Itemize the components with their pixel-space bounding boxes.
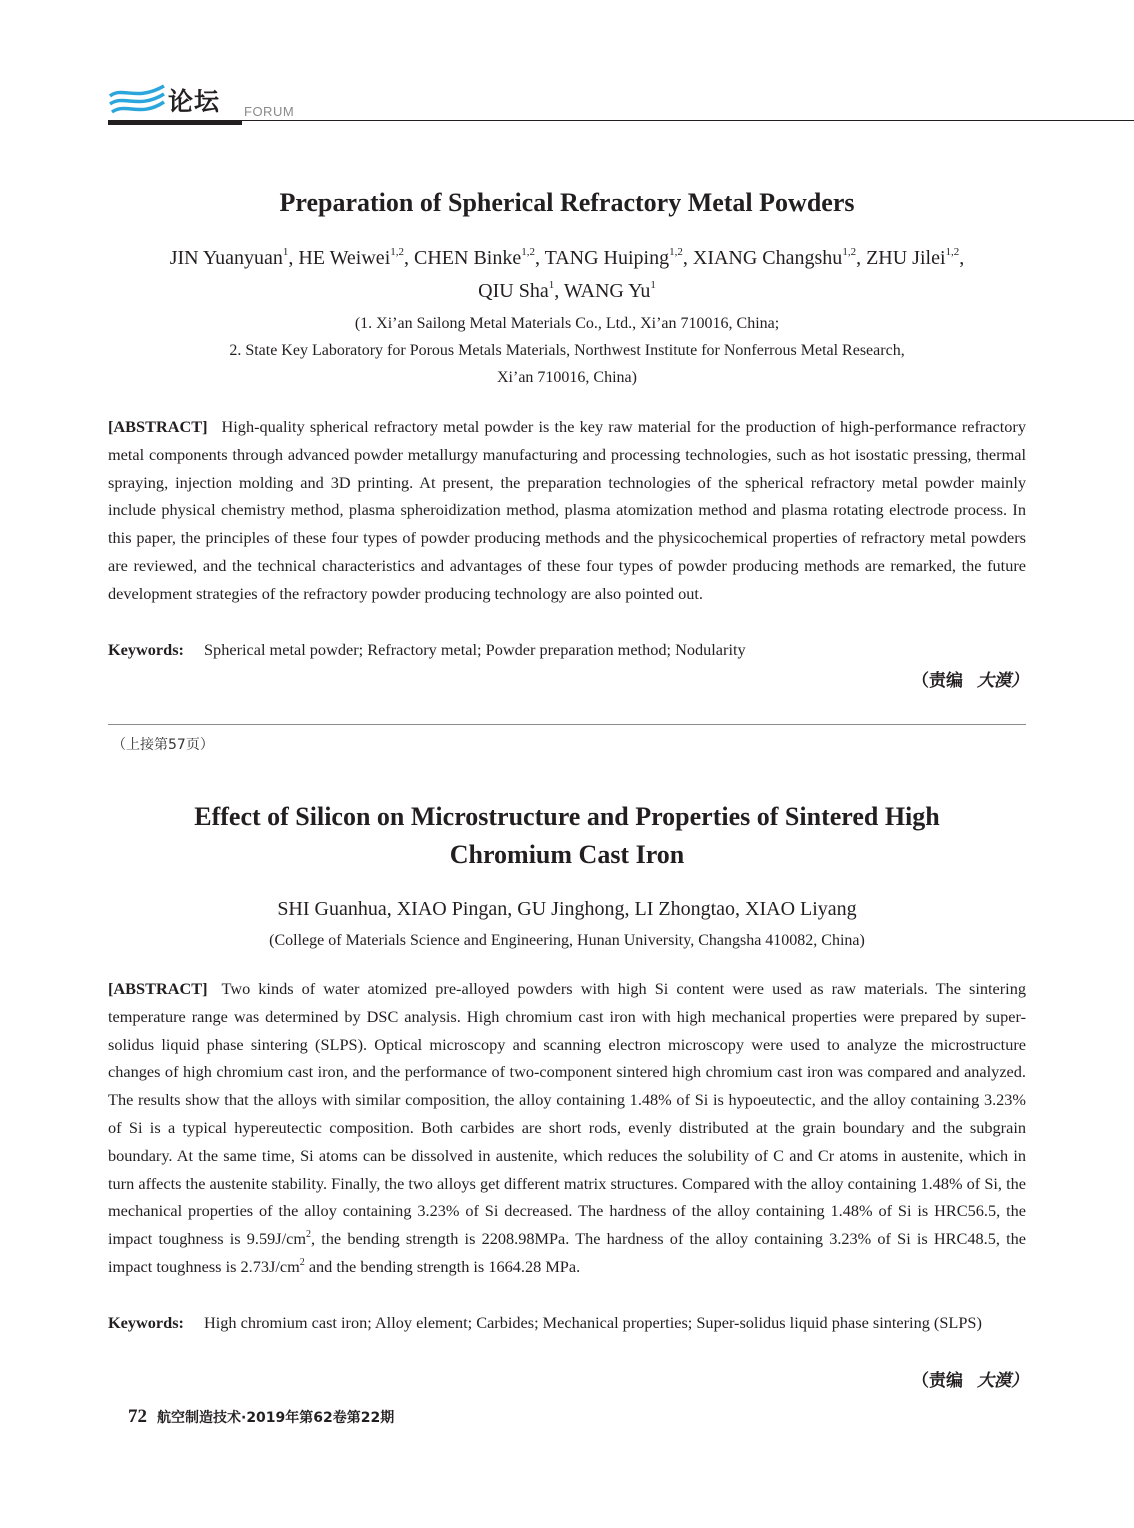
author-affiliation-marker: 1 [548, 279, 555, 291]
editor-name: 大漠） [977, 671, 1028, 691]
section-title-cn: 论坛 [168, 87, 221, 116]
author-separator: , [534, 247, 545, 269]
article1-abstract [108, 413, 1026, 608]
article2-keywords [108, 1309, 1026, 1337]
page-footer [128, 1406, 394, 1428]
author-separator: , [959, 247, 965, 269]
abstract-text-c: and the bending strength is 1664.28 MPa. [304, 1256, 581, 1276]
author-affiliation-marker: 1,2 [842, 246, 857, 258]
article2-title-line2: Chromium Cast Iron [449, 840, 685, 869]
article1-authors-line2 [108, 275, 1026, 308]
author-name: TANG Huiping [544, 247, 670, 269]
keywords-label: Keywords: [108, 640, 184, 659]
page-header [108, 74, 1134, 126]
author-name: CHEN Binke [414, 247, 522, 269]
continued-note: （上接第57页） [112, 737, 214, 753]
author-name: HE Weiwei [298, 247, 391, 269]
article2-editor-note [912, 1366, 1028, 1391]
header-bar [108, 120, 242, 125]
abstract-label: [ABSTRACT] [108, 417, 208, 436]
superscript: 2 [299, 1256, 305, 1268]
article2-abstract [108, 975, 1026, 1281]
author-affiliation-marker: 1,2 [669, 246, 683, 258]
editor-label: （责编 [912, 1371, 963, 1391]
waves-logo-icon [108, 82, 168, 118]
article1-editor-note [912, 666, 1028, 691]
header-rule [242, 120, 1134, 121]
abstract-label: [ABSTRACT] [108, 979, 208, 998]
author-affiliation-marker: 1 [650, 279, 656, 291]
article1-keywords [108, 636, 1026, 664]
page-number: 72 [128, 1406, 147, 1427]
author-separator: , [554, 280, 564, 302]
author-name: ZHU Jilei [866, 247, 946, 269]
editor-name: 大漠） [977, 1371, 1028, 1391]
author-affiliation-marker: 1,2 [945, 246, 960, 258]
abstract-text-a: Two kinds of water atomized pre-alloyed powders with high Si content were used as raw materials. The sintering temperature range was determined by DSC analysis. High chromium cast iron with high mechanical properties were prepared by super-solidus liquid phase sintering (SLPS). Optical microscopy and scanning electron microscopy were used to analyze the microstructure changes of high chromium cast iron, and the performance of two-component sintered high chromium cast iron was compared and analyzed. The results show that the alloys with similar composition, the alloy containing 1.48% of Si is hypoeutectic, and the alloy containing 3.23% of Si is a typical hypereutectic composition. Both carbides are short rods, evenly distributed at the grain boundary and the subgrain boundary. At the same time, Si atoms can be dissolved in austenite, which reduces the solubility of C and Cr atoms in austenite, which in turn affects the austenite stability. Finally, the two alloys get different matrix structures. Compared with the alloy containing 1.48% of Si, the mechanical properties of the alloy containing 3.23% of Si decreased. The hardness of the alloy containing 1.48% of Si is HRC56.5, the impact toughness is 9.59J/cm [108, 979, 1026, 1249]
author-name: XIANG Changshu [692, 247, 843, 269]
author-affiliation-marker: 1,2 [390, 246, 404, 258]
article2-affiliation: (College of Materials Science and Engineering, Hunan University, Changsha 410082, China) [269, 932, 865, 949]
author-affiliation-marker: 1 [282, 246, 289, 258]
author-separator: , [856, 247, 867, 269]
article1-affiliation-2: 2. State Key Laboratory for Porous Metals Materials, Northwest Institute for Nonferrous Metal Research, [229, 342, 905, 359]
keywords-text: High chromium cast iron; Alloy element; Carbides; Mechanical properties; Super-solidus liquid phase sintering (SLPS) [204, 1313, 982, 1332]
abstract-text: High-quality spherical refractory metal powder is the key raw material for the production of high-performance refractory metal components through advanced powder metallurgy manufacturing and processing technologies, such as hot isostatic pressing, thermal spraying, injection molding and 3D printing. At present, the preparation technologies of the spherical refractory metal powder mainly include physical chemistry method, plasma spheroidization method, plasma atomization method and plasma rotating electrode process. In this paper, the principles of these four types of powder producing methods and the physicochemical properties of refractory metal powders are reviewed, and the technical characteristics and advantages of these four types of powder producing methods are remarked, the future development strategies of the refractory powder producing technology are also pointed out. [108, 417, 1026, 603]
author-separator: , [288, 247, 299, 269]
abstract-text-b: , the bending strength is 2208.98MPa. The hardness of the alloy containing 3.23% of Si is HRC48.5, the impact toughness is 2.73J/cm [108, 1229, 1026, 1276]
journal-info: 航空制造技术·2019年第62卷第22期 [157, 1410, 395, 1426]
keywords-text: Spherical metal powder; Refractory metal; Powder preparation method; Nodularity [204, 640, 746, 659]
author-affiliation-marker: 1,2 [521, 246, 535, 258]
section-divider [108, 724, 1026, 725]
article1-affiliation-3: Xi’an 710016, China) [497, 369, 637, 386]
author-name: JIN Yuanyuan [169, 247, 283, 269]
editor-label: （责编 [912, 671, 963, 691]
author-separator: , [404, 247, 414, 269]
article1-affiliation-1: (1. Xi’an Sailong Metal Materials Co., Ltd., Xi’an 710016, China; [354, 315, 780, 332]
author-name: QIU Sha [478, 280, 549, 302]
section-title-en: FORUM [244, 104, 295, 119]
author-separator: , [682, 247, 693, 269]
superscript: 2 [306, 1229, 312, 1241]
article1-title: Preparation of Spherical Refractory Metal Powders [279, 188, 855, 217]
article2-title-line1: Effect of Silicon on Microstructure and Properties of Sintered High [194, 802, 940, 831]
article1-authors-line1 [108, 242, 1026, 275]
author-name: WANG Yu [563, 280, 651, 302]
keywords-label: Keywords: [108, 1313, 184, 1332]
article2-authors: SHI Guanhua, XIAO Pingan, GU Jinghong, LI Zhongtao, XIAO Liyang [277, 898, 857, 920]
